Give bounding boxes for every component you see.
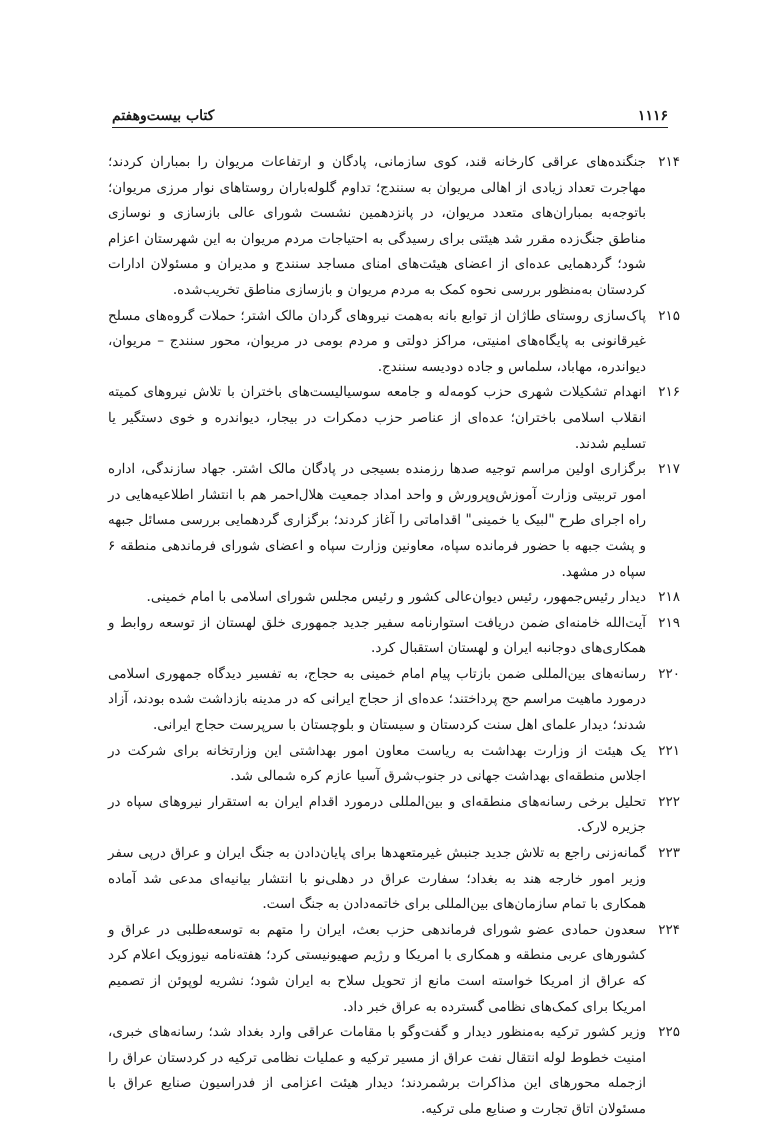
entry-number: ۲۱۶ (658, 384, 680, 401)
entry-text: جنگنده‌های عراقی کارخانه قند، کوی سازمانی، پادگان و ارتفاعات مریوان را بمباران کردند؛ مهاجرت تعداد زیادی از اهالی مریوان به سنندج؛ تداوم گلوله‌باران روستاهای نوار مرزی مریوان؛ باتوجه‌به بمباران‌های متعدد مریوان، در پانزدهمین نشست شورای عالی بازسازی و نوسازی مناطق جنگ‌زده مقرر شد هیئتی برای رسیدگی به احتیاجات مردم مریوان به این شهرستان اعزام شود؛ گردهمایی عده‌ای از اعضای هیئت‌های امنای مساجد سنندج و مدیران و مسئولان ادارات کردستان به‌منظور بررسی نحوه کمک به مردم مریوان و بازسازی مناطق تخریب‌شده. (108, 154, 646, 298)
entry-text: تحلیل برخی رسانه‌های منطقه‌ای و بین‌المللی درمورد اقدام ایران به استقرار نیروهای سپاه در جزیره لارک. (108, 793, 646, 836)
entry-number: ۲۲۴ (658, 921, 680, 938)
entry-text: انهدام تشکیلات شهری حزب کومه‌له و جامعه سوسیالیست‌های باختران با تلاش نیروهای کمیته انقلاب اسلامی باختران؛ عده‌ای از عناصر حزب دمکرات در بیجار، دیواندره و خوی دستگیر یا تسلیم شدند. (108, 384, 646, 452)
header-rule (112, 127, 668, 128)
page-number: ۱۱۱۶ (637, 108, 668, 124)
entry-text: دیدار رئیس‌جمهور، رئیس دیوان‌عالی کشور و رئیس مجلس شورای اسلامی با امام خمینی. (146, 589, 646, 606)
entry-number: ۲۲۲ (658, 793, 680, 810)
entry-text: سعدون حمادی عضو شورای فرماندهی حزب بعث، ایران را متهم به توسعه‌طلبی در عراق و کشورهای عربی منطقه و همکاری با امریکا و رژیم صهیونیستی کرد؛ هفته‌نامه نیوزویک اعلام کرد که عراق از امریکا خواسته است مانع از تحویل سلاح به ایران شود؛ نشریه لوپوئن از تصمیم امریکا برای کمک‌های نظامی گسترده به عراق خبر داد. (108, 921, 646, 1015)
entry-text: یک هیئت از وزارت بهداشت به ریاست معاون امور بهداشتی این وزارتخانه برای شرکت در اجلاس منطقه‌ای بهداشت جهانی در جنوب‌شرق آسیا عازم کره شمالی شد. (108, 742, 646, 785)
book-title: کتاب بیست‌وهفتم (112, 108, 215, 124)
entry-number: ۲۲۵ (658, 1024, 680, 1041)
entry-number: ۲۱۹ (658, 614, 680, 631)
chronology-entry (108, 150, 680, 304)
entry-number: ۲۲۳ (658, 845, 680, 862)
chronology-entry (108, 662, 680, 739)
chronology-entry (108, 380, 680, 457)
entry-number: ۲۱۵ (658, 307, 680, 324)
chronology-entry (108, 585, 680, 611)
entry-number: ۲۱۴ (658, 154, 680, 170)
chronology-entry (108, 457, 680, 585)
chronology-entry (108, 841, 680, 918)
entry-text: گمانه‌زنی راجع به تلاش جدید جنبش غیرمتعهدها برای پایان‌دادن به جنگ ایران و عراق درپی سفر وزیر امور خارجه هند به بغداد؛ سفارت عراق در دهلی‌نو با انتشار بیانیه‌ای مدعی شد آماده همکاری با تمام سازمان‌های بین‌المللی برای خاتمه‌دادن به جنگ است. (108, 845, 646, 913)
entry-text: پاک‌سازی روستای طاژان از توابع بانه به‌همت نیروهای گردان مالک اشتر؛ حملات گروه‌های مسلح غیرقانونی به پایگاه‌های امنیتی، مراکز دولتی و مردم بومی در مریوان، محور سنندج – مریوان، دیواندره، مهاباد، سلماس و جاده دودیسه سنندج. (108, 307, 646, 375)
chronology-list (108, 150, 680, 1123)
chronology-entry (108, 304, 680, 381)
chronology-entry (108, 1020, 680, 1122)
entry-text: برگزاری اولین مراسم توجیه صدها رزمنده بسیجی در پادگان مالک اشتر. جهاد سازندگی، اداره امور تربیتی وزارت آموزش‌وپرورش و واحد امداد جمعیت هلال‌احمر هم با انتشار اطلاعیه‌هایی در راه اجرای طرح "لبیک یا خمینی" اقداماتی را آغاز کردند؛ برگزاری گردهمایی بررسی مسائل جبهه و پشت جبهه با حضور فرمانده سپاه، معاونین وزارت سپاه و اعضای شورای فرماندهی منطقه ۶ سپاه در مشهد. (108, 461, 646, 580)
entry-number: ۲۲۱ (658, 742, 680, 759)
chronology-entry (108, 918, 680, 1020)
chronology-entry (108, 739, 680, 790)
entry-text: وزیر کشور ترکیه به‌منظور دیدار و گفت‌وگو با مقامات عراقی وارد بغداد شد؛ رسانه‌های خبری، امنیت خطوط لوله انتقال نفت عراق از مسیر ترکیه و عملیات نظامی ترکیه در کردستان عراق را ازجمله محورهای این مذاکرات برشمردند؛ دیدار هیئت اعزامی از فدراسیون صنایع عراق با مسئولان اتاق تجارت و صنایع ملی ترکیه. (108, 1024, 646, 1117)
entry-number: ۲۱۷ (658, 461, 680, 478)
entry-number: ۲۲۰ (658, 665, 680, 682)
entry-text: رسانه‌های بین‌المللی ضمن بازتاب پیام امام خمینی به حجاج، به تفسیر دیدگاه جمهوری اسلامی درمورد ماهیت مراسم حج پرداختند؛ عده‌ای از حجاج ایرانی که در مدینه بازداشت شده بودند، آزاد شدند؛ دیدار علمای اهل سنت کردستان و سیستان و بلوچستان با سرپرست حجاج ایرانی. (108, 665, 646, 734)
chronology-entry (108, 611, 680, 662)
entry-number: ۲۱۸ (658, 589, 680, 606)
chronology-entry (108, 790, 680, 841)
entry-text: آیت‌الله خامنه‌ای ضمن دریافت استوارنامه سفیر جدید جمهوری خلق لهستان از توسعه روابط و همکاری‌های دوجانبه ایران و لهستان استقبال کرد. (108, 614, 646, 657)
page-header (112, 96, 668, 124)
